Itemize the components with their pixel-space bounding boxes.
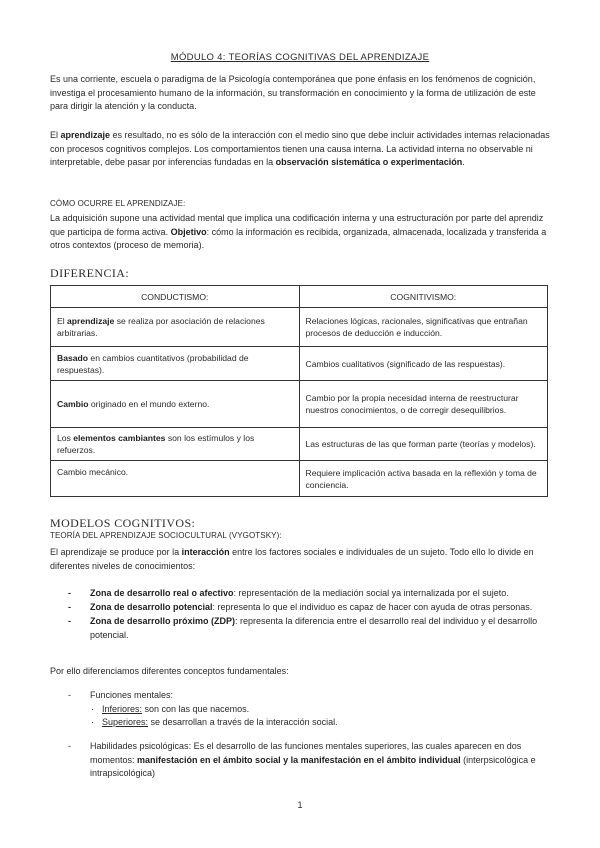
list-item: - Habilidades psicológicas: Es el desarrollo de las funciones mentales superiores, las cuales aparecen en dos momentos: manifestación en el ámbito social y la manifestación en el ámbito individual (interpsicológica e intrapsicológica) [68, 741, 536, 778]
zonas-list [50, 586, 550, 642]
vygotsky-heading: TEORÍA DEL APRENDIZAJE SOCIOCULTURAL (VYGOTSKY): [50, 531, 282, 540]
table-cell: Cambio originado en el mundo externo. [51, 381, 300, 428]
list-item: - Zona de desarrollo potencial: representa lo que el individuo es capaz de hacer con ayuda de otras personas. [68, 602, 533, 612]
table-row [51, 461, 548, 497]
table-cell: Los elementos cambiantes son los estímulos y los refuerzos. [51, 428, 300, 461]
list-item: - Funciones mentales: [68, 690, 174, 700]
comparison-table [50, 285, 548, 497]
habilidades-list [50, 740, 550, 781]
sub-list-item: · Superiores: se desarrollan a través de la interacción social. [91, 717, 338, 727]
como-ocurre-heading: CÓMO OCURRE EL APRENDIZAJE: [50, 199, 186, 208]
table-cell: Cambio por la propia necesidad interna de reestructurar nuestros conocimientos, o de corregir desequilibrios. [299, 381, 548, 428]
list-item: - Zona de desarrollo próximo (ZDP): representa la diferencia entre el desarrollo real del individuo y el desarrollo potencial. [68, 616, 538, 640]
table-cell: Requiere implicación activa basada en la reflexión y toma de conciencia. [299, 461, 548, 497]
table-row [51, 428, 548, 461]
page-number: 1 [297, 800, 303, 810]
table-row [51, 381, 548, 428]
conductismo-header: CONDUCTISMO: [51, 286, 300, 308]
vygotsky-paragraph: El aprendizaje se produce por la interacción entre los factores sociales e individuales de un sujeto. Todo ello lo divide en diferentes niveles de conocimientos: [50, 547, 534, 571]
cognitivismo-header: COGNITIVISMO: [299, 286, 548, 308]
table-cell: Relaciones lógicas, racionales, significativas que entrañan procesos de deducción e inducción. [299, 308, 548, 347]
diferencia-heading: DIFERENCIA: [50, 266, 130, 280]
como-ocurre-paragraph: La adquisición supone una actividad mental que implica una codificación interna y una estructuración por parte del aprendiz que participa de forma activa. Objetivo: cómo la información es recibida, organizada, almacenada, localizada y transferida a otros contextos (proceso de memoria). [50, 213, 547, 250]
table-cell: El aprendizaje se realiza por asociación de relaciones arbitrarias. [51, 308, 300, 347]
table-row [51, 308, 548, 347]
list-item: - Zona de desarrollo real o afectivo: representación de la mediación social ya internalizada por el sujeto. [68, 588, 509, 598]
table-cell: Las estructuras de las que forman parte (teorías y modelos). [299, 428, 548, 461]
table-header-row [51, 286, 548, 308]
intro-paragraph: Es una corriente, escuela o paradigma de la Psicología contemporánea que pone énfasis en los fenómenos de cognición, investiga el procesamiento humano de la información, su transformación en conocimiento y la forma de utilización de este para dirigir la atención y la conducta. [50, 74, 536, 111]
modelos-heading: MODELOS COGNITIVOS: [50, 516, 196, 530]
table-row [51, 347, 548, 381]
module-title: MÓDULO 4: TEORÍAS COGNITIVAS DEL APRENDIZAJE [170, 52, 430, 63]
funciones-list [50, 689, 550, 730]
table-cell: Basado en cambios cuantitativos (probabilidad de respuestas). [51, 347, 300, 381]
table-cell: Cambio mecánico. [51, 461, 300, 497]
conceptos-intro: Por ello diferenciamos diferentes conceptos fundamentales: [50, 666, 289, 676]
learning-paragraph: El aprendizaje es resultado, no es sólo de la interacción con el medio sino que debe incluir actividades internas relacionadas con procesos cognitivos complejos. Los comportamientos tienen una causa interna. La actividad interna no observable ni interpretable, debe pasar por inferencias fundadas en la observación sistemática o experimentación. [50, 130, 550, 167]
sub-list-item: · Inferiores: son con las que nacemos. [91, 703, 250, 714]
table-cell: Cambios cualitativos (significado de las respuestas). [299, 347, 548, 381]
